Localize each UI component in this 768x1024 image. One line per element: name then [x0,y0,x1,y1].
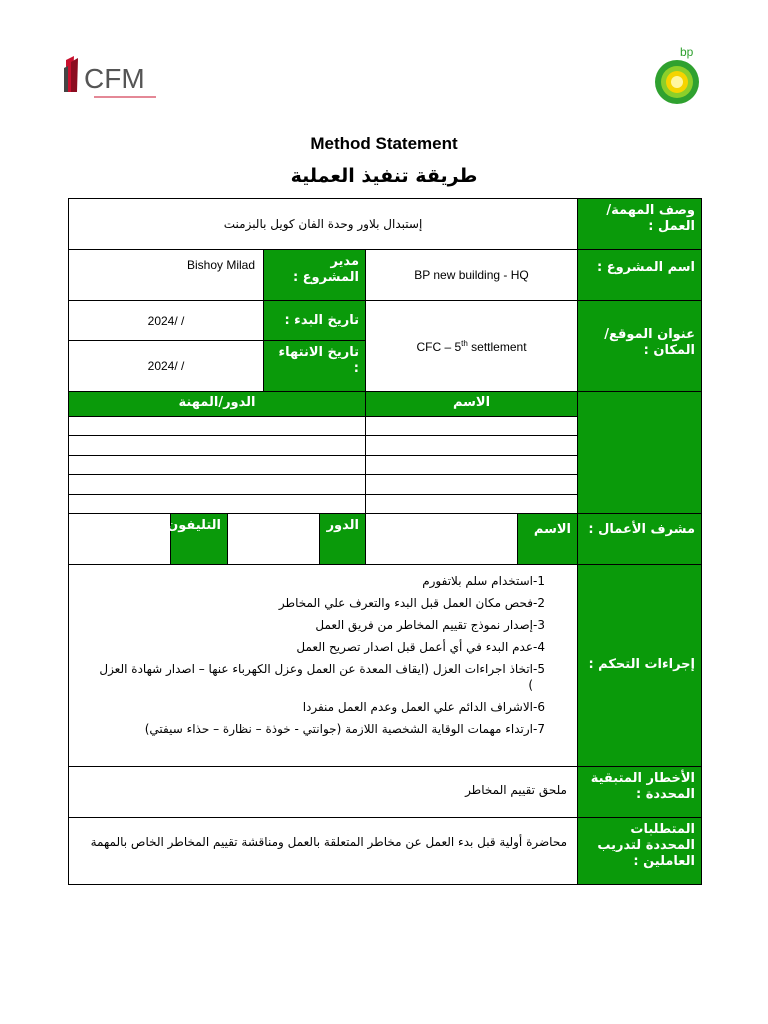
sup-name-label: الاسم [517,513,578,565]
cfm-logo-text: CFM [84,63,145,94]
list-item: -4 عدم البدء في أي أعمل قبل اصدار تصريح العمل [296,640,545,654]
team-name-cell [365,494,578,514]
controls-list [99,573,559,737]
pm-label: مدير المشروع : [263,249,366,301]
list-item: -7 ارتداء مهمات الوقاية الشخصية اللازمة (جوانتي - خوذة – نظارة – حذاء سيفتي) [144,722,545,736]
team-role-cell [68,494,366,514]
risks-value: ملحق تقييم المخاطر [68,766,578,818]
bp-logo-text: bp [680,45,694,59]
task-value: إستبدال بلاور وحدة الفان كويل بالبزمنت [68,198,578,250]
end-date-value: 2024/ / [68,340,264,392]
name-header: الاسم [365,391,578,417]
title-english: Method Statement [310,134,458,153]
team-role-cell [68,474,366,495]
sup-phone-value [68,513,171,565]
training-label: المتطلبات المحددة لتدريب العاملين : [577,817,702,885]
team-name-cell [365,455,578,475]
sup-role-value [227,513,320,565]
role-header: الدور/المهنة [68,391,366,417]
team-role-cell [68,455,366,475]
location-label: عنوان الموقع/المكان : [577,300,702,392]
task-label: وصف المهمة/العمل : [577,198,702,250]
pm-value: Bishoy Milad [68,249,264,301]
training-value: محاضرة أولية قبل بدء العمل عن مخاطر المتعلقة بالعمل ومناقشة تقييم المخاطر الخاص بالمهمة [68,817,578,885]
title-arabic: طريقة تنفيذ العملية [290,165,478,187]
project-value: BP new building - HQ [365,249,578,301]
team-role-cell [68,416,366,436]
start-date-label: تاريخ البدء : [263,300,366,341]
project-label: اسم المشروع : [577,249,702,301]
list-item: -5 اتخاذ اجراءات العزل (ايقاف المعدة عن العمل وعزل الكهرباء عنها – اصدار شهادة العزل ) [99,662,545,692]
team-name-cell [365,435,578,456]
team-name-cell [365,474,578,495]
end-date-label: تاريخ الانتهاء : [263,340,366,392]
risks-label: الأخطار المتبقية المحددة : [577,766,702,818]
supervisor-label: مشرف الأعمال : [577,513,702,565]
team-name-cell [365,416,578,436]
team-role-cell [68,435,366,456]
bp-logo [650,44,706,106]
sup-phone-label: التليفون [170,513,228,565]
controls-label: إجراءات التحكم : [577,564,702,767]
start-date-value: 2024/ / [68,300,264,341]
cfm-logo [62,52,158,102]
location-value: CFC – 5th settlement [365,300,578,392]
sup-name-value [365,513,518,565]
sup-role-label: الدور [319,513,366,565]
list-item: -2 فحص مكان العمل قبل البدء والتعرف علي المخاطر [278,596,545,610]
list-item: -3 إصدار نموذج تقييم المخاطر من فريق العمل [315,618,545,632]
list-item: -6 الاشراف الدائم علي العمل وعدم العمل منفردا [302,700,545,714]
list-item: -1 استخدام سلم بلاتفورم [422,574,545,588]
team-side-cell [577,391,702,514]
controls-list-cell [68,564,578,767]
